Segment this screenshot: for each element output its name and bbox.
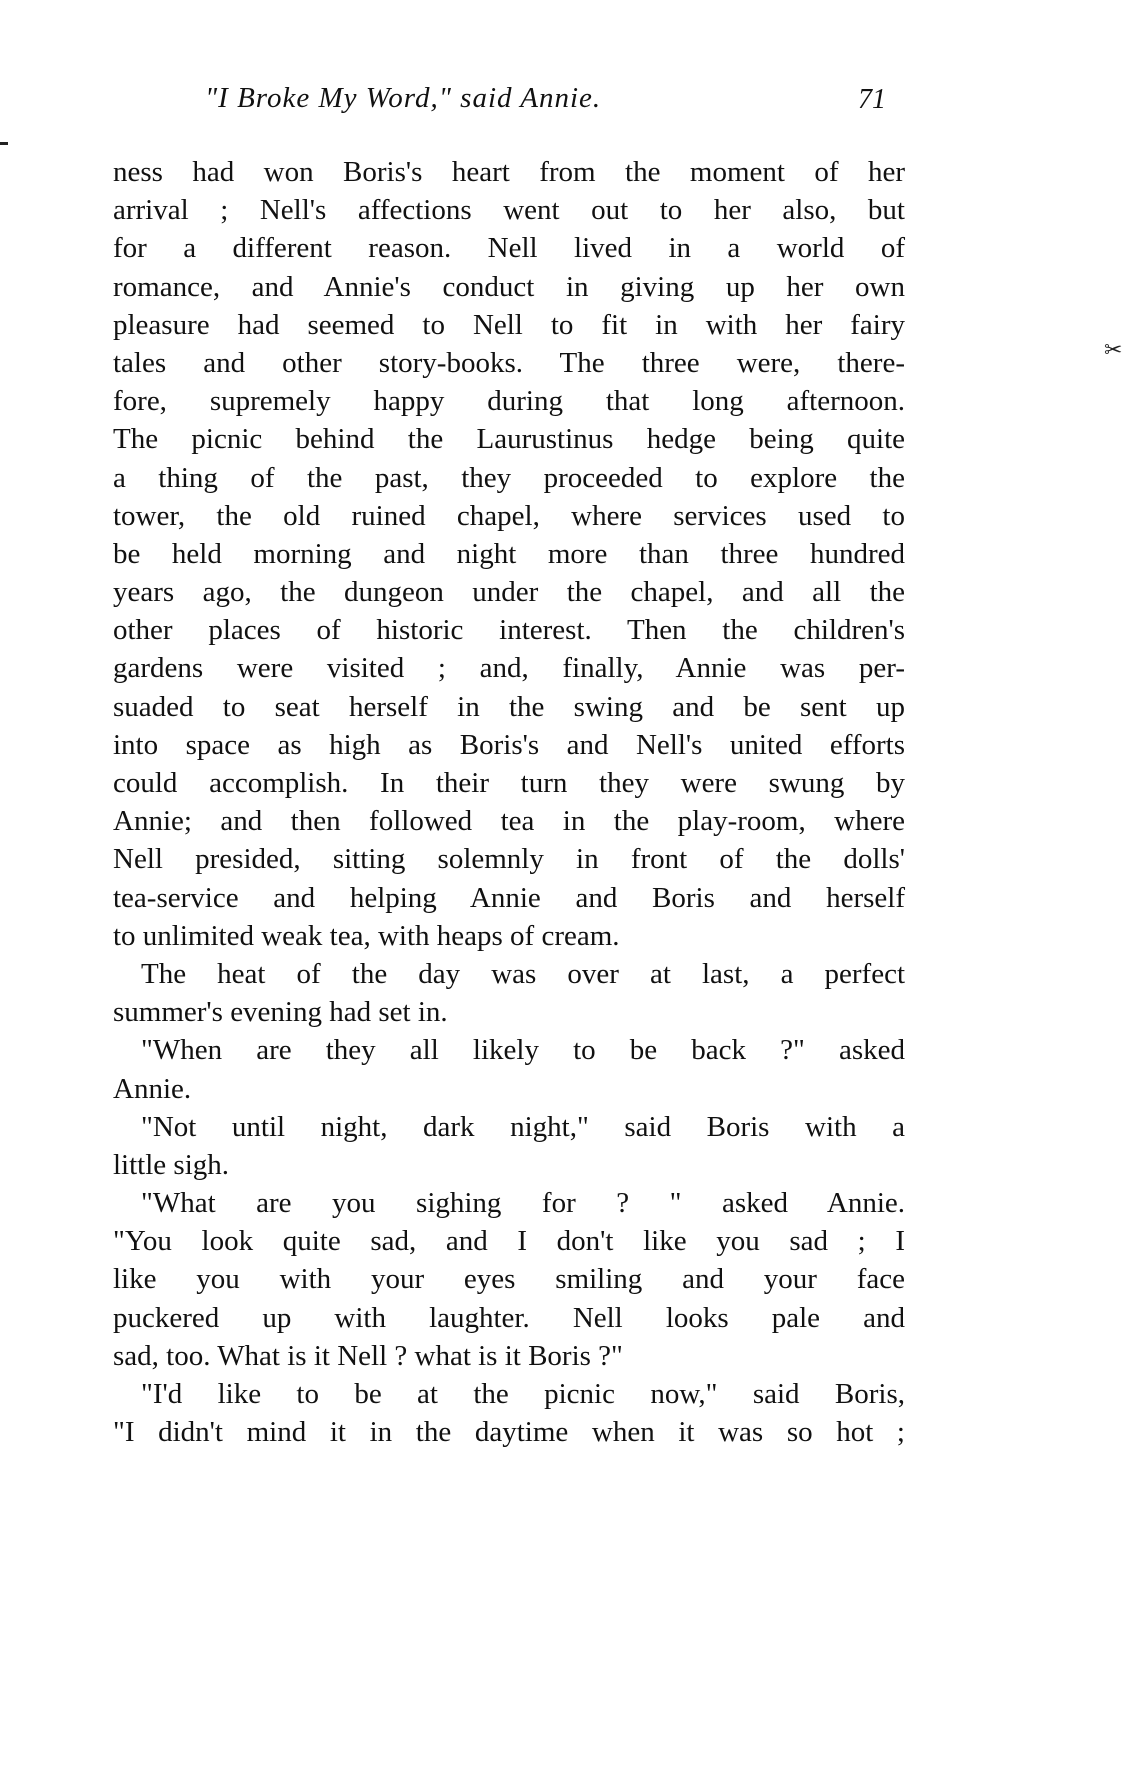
text-line: pleasure had seemed to Nell to fit in with her fairy — [113, 308, 905, 341]
text-line: tower, the old ruined chapel, where services used to — [113, 499, 905, 532]
text-line: "What are you sighing for ? " asked Annie. — [141, 1187, 905, 1220]
text-line: other places of historic interest. Then the children's — [113, 614, 905, 647]
text-line: "Not until night, dark night," said Boris with a — [141, 1110, 905, 1143]
text-line: suaded to seat herself in the swing and be sent up — [113, 690, 905, 723]
text-line: "I didn't mind it in the daytime when it was so hot ; — [113, 1416, 905, 1449]
margin-mark — [0, 142, 8, 145]
text-line: The picnic behind the Laurustinus hedge being quite — [113, 423, 905, 456]
text-line: sad, too. What is it Nell ? what is it Boris ?" — [113, 1339, 623, 1372]
text-line: little sigh. — [113, 1148, 229, 1181]
scissors-icon: ✂ — [1104, 337, 1123, 362]
running-title: "I Broke My Word," said Annie. — [205, 82, 602, 114]
text-line: fore, supremely happy during that long afternoon. — [113, 385, 905, 418]
text-line: into space as high as Boris's and Nell's united efforts — [113, 728, 905, 761]
text-line: Nell presided, sitting solemnly in front of the dolls' — [113, 843, 905, 876]
text-line: years ago, the dungeon under the chapel, and all the — [113, 576, 905, 609]
text-line: Annie. — [113, 1072, 192, 1105]
text-line: arrival ; Nell's affections went out to her also, but — [113, 194, 905, 227]
text-line: for a different reason. Nell lived in a world of — [113, 232, 905, 265]
page-number: 71 — [858, 84, 886, 115]
text-line: be held morning and night more than three hundred — [113, 537, 905, 570]
text-line: ness had won Boris's heart from the moment of her — [113, 156, 905, 188]
text-line: "You look quite sad, and I don't like you sad ; I — [113, 1225, 905, 1258]
text-line: "When are they all likely to be back ?" asked — [141, 1034, 905, 1067]
text-line: gardens were visited ; and, finally, Annie was per- — [113, 652, 905, 685]
text-line: puckered up with laughter. Nell looks pale and — [113, 1301, 905, 1334]
text-line: Annie; and then followed tea in the play-room, where — [113, 805, 905, 838]
body-text — [113, 153, 905, 1451]
text-line: tales and other story-books. The three were, there- — [113, 346, 905, 379]
text-line: romance, and Annie's conduct in giving up her own — [113, 270, 905, 303]
text-line: summer's evening had set in. — [113, 996, 448, 1029]
text-line: could accomplish. In their turn they were swung by — [113, 767, 905, 799]
text-line: a thing of the past, they proceeded to explore the — [113, 461, 905, 494]
text-line: The heat of the day was over at last, a perfect — [141, 957, 905, 990]
text-line: like you with your eyes smiling and your face — [113, 1263, 905, 1296]
text-line: "I'd like to be at the picnic now," said Boris, — [141, 1378, 905, 1410]
text-line: to unlimited weak tea, with heaps of cream. — [113, 919, 620, 952]
text-line: tea-service and helping Annie and Boris and herself — [113, 881, 905, 914]
